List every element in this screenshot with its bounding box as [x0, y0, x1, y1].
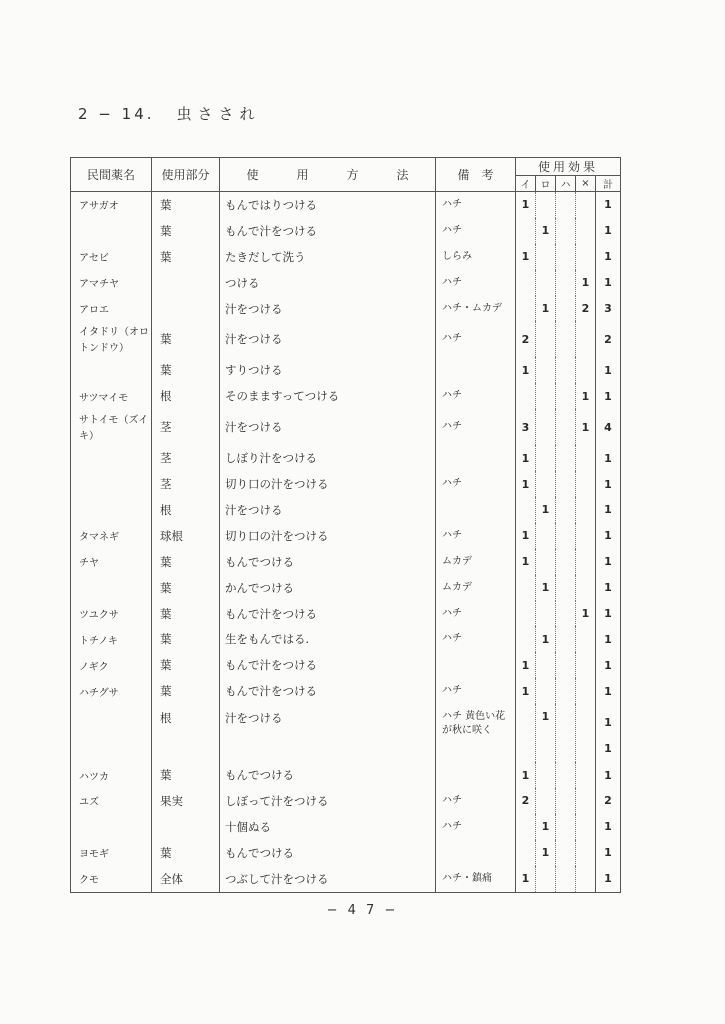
cell-name: タマネギ [71, 523, 152, 549]
cell-total: 1 [596, 678, 621, 704]
cell-note: ハチ [436, 788, 516, 814]
cell-effect-ha [556, 192, 576, 218]
table-row [71, 445, 621, 471]
cell-name: サツマイモ [71, 383, 152, 409]
cell-effect-ro [536, 523, 556, 549]
cell-total: 1 [596, 270, 621, 296]
cell-part: 葉 [152, 626, 220, 652]
header-effect-group: 使用効果 [516, 158, 621, 176]
cell-total: 3 [596, 296, 621, 322]
cell-part: 根 [152, 704, 220, 762]
cell-effect-i: 2 [516, 321, 536, 357]
cell-effect-ha [556, 523, 576, 549]
table-row [71, 866, 621, 892]
cell-effect-i: 1 [516, 652, 536, 678]
table-row [71, 296, 621, 322]
cell-effect-ro [536, 601, 556, 627]
cell-total: 2 [596, 788, 621, 814]
cell-effect-x [576, 357, 596, 383]
header-effect-ro: ロ [536, 176, 556, 192]
cell-part: 球根 [152, 523, 220, 549]
cell-effect-ro: 1 [536, 575, 556, 601]
cell-name: サトイモ（ズイキ） [71, 409, 152, 445]
header-method [220, 158, 436, 192]
cell-name: ユズ [71, 788, 152, 814]
cell-note: ハチ [436, 383, 516, 409]
cell-effect-ro: 1 [536, 218, 556, 244]
remedy-table [70, 157, 621, 893]
table-row [71, 704, 621, 762]
cell-note: ハチ [436, 270, 516, 296]
cell-effect-ro [536, 357, 556, 383]
cell-effect-ha [556, 788, 576, 814]
table-row [71, 218, 621, 244]
cell-part: 茎 [152, 471, 220, 497]
cell-effect-ha [556, 445, 576, 471]
table-row [71, 321, 621, 357]
cell-note [436, 445, 516, 471]
cell-part: 葉 [152, 840, 220, 866]
cell-note [436, 497, 516, 523]
cell-method: つぶして汁をつける [220, 866, 436, 892]
table-row [71, 575, 621, 601]
cell-total: 1 [596, 523, 621, 549]
cell-method: 汁をつける [220, 704, 436, 762]
cell-note: ハチ [436, 626, 516, 652]
cell-effect-ro [536, 383, 556, 409]
cell-effect-ro [536, 549, 556, 575]
cell-total: 1 [596, 814, 621, 840]
header-effect-i: イ [516, 176, 536, 192]
cell-part: 茎 [152, 409, 220, 445]
cell-method: たきだして洗う [220, 244, 436, 270]
cell-effect-x [576, 652, 596, 678]
cell-effect-x [576, 321, 596, 357]
cell-note [436, 357, 516, 383]
cell-effect-i [516, 218, 536, 244]
cell-note: ハチ [436, 523, 516, 549]
cell-part: 葉 [152, 218, 220, 244]
cell-note [436, 840, 516, 866]
table-row [71, 471, 621, 497]
cell-effect-x [576, 840, 596, 866]
cell-effect-ha [556, 383, 576, 409]
cell-effect-ro: 1 [536, 296, 556, 322]
cell-effect-ha [556, 866, 576, 892]
cell-name [71, 575, 152, 601]
cell-total: 1 [596, 445, 621, 471]
cell-part: 葉 [152, 678, 220, 704]
cell-total-value: 1 [604, 716, 612, 730]
cell-effect-ro [536, 471, 556, 497]
cell-effect-ro [536, 321, 556, 357]
cell-part: 葉 [152, 357, 220, 383]
cell-total: 1 [596, 601, 621, 627]
cell-effect-ha [556, 549, 576, 575]
cell-effect-ro: 1 [536, 704, 556, 762]
cell-note: ハチ [436, 678, 516, 704]
table-row [71, 840, 621, 866]
cell-note: ハチ [436, 814, 516, 840]
cell-total: 1 [596, 626, 621, 652]
cell-effect-ro [536, 192, 556, 218]
cell-effect-i [516, 814, 536, 840]
cell-part: 茎 [152, 445, 220, 471]
cell-effect-ha [556, 762, 576, 788]
cell-part: 全体 [152, 866, 220, 892]
table-row [71, 357, 621, 383]
table-row [71, 244, 621, 270]
cell-effect-ro [536, 270, 556, 296]
cell-effect-ro: 1 [536, 840, 556, 866]
cell-effect-ro: 1 [536, 814, 556, 840]
cell-name: ツユクサ [71, 601, 152, 627]
cell-part [152, 814, 220, 840]
cell-effect-x [576, 762, 596, 788]
cell-note: ハチ [436, 321, 516, 357]
cell-effect-x [576, 814, 596, 840]
cell-note [436, 762, 516, 788]
cell-effect-ha [556, 814, 576, 840]
cell-effect-x [576, 866, 596, 892]
cell-effect-ha [556, 840, 576, 866]
cell-effect-i [516, 601, 536, 627]
cell-note: ハチ [436, 192, 516, 218]
cell-note: ハチ 黄色い花が秋に咲く [436, 704, 516, 762]
cell-note: しらみ [436, 244, 516, 270]
cell-name: チヤ [71, 549, 152, 575]
cell-method: 汁をつける [220, 497, 436, 523]
cell-effect-i: 3 [516, 409, 536, 445]
cell-method: すりつける [220, 357, 436, 383]
cell-effect-i [516, 704, 536, 762]
cell-method: そのまますってつける [220, 383, 436, 409]
table-row [71, 497, 621, 523]
cell-note: ハチ [436, 601, 516, 627]
cell-effect-ha [556, 652, 576, 678]
cell-method: もんではりつける [220, 192, 436, 218]
cell-effect-ha [556, 270, 576, 296]
cell-method: もんでつける [220, 549, 436, 575]
cell-method: 十個ぬる [220, 814, 436, 840]
cell-effect-i [516, 270, 536, 296]
cell-effect-ha [556, 575, 576, 601]
cell-part: 果実 [152, 788, 220, 814]
cell-effect-x: 1 [576, 383, 596, 409]
cell-effect-ha [556, 244, 576, 270]
header-effect-ha: ハ [556, 176, 576, 192]
cell-effect-i: 1 [516, 523, 536, 549]
cell-effect-i: 1 [516, 244, 536, 270]
cell-part: 葉 [152, 549, 220, 575]
cell-method: もんで汁をつける [220, 218, 436, 244]
cell-effect-ha [556, 218, 576, 244]
cell-total: 1 [596, 866, 621, 892]
header-name: 民間薬名 [71, 158, 152, 192]
cell-method: しぼって汁をつける [220, 788, 436, 814]
cell-effect-ro: 1 [536, 626, 556, 652]
cell-effect-i: 1 [516, 762, 536, 788]
cell-total: 1 [596, 471, 621, 497]
cell-name [71, 218, 152, 244]
cell-effect-x [576, 192, 596, 218]
cell-effect-ha [556, 626, 576, 652]
cell-effect-i [516, 383, 536, 409]
cell-effect-i: 1 [516, 549, 536, 575]
cell-effect-i: 1 [516, 192, 536, 218]
cell-effect-ha [556, 321, 576, 357]
header-note: 備 考 [436, 158, 516, 192]
cell-name: ハチグサ [71, 678, 152, 704]
cell-name: ヨモギ [71, 840, 152, 866]
cell-part [152, 296, 220, 322]
cell-effect-i: 2 [516, 788, 536, 814]
cell-total: 1 [596, 497, 621, 523]
cell-total [596, 704, 621, 762]
cell-note: ハチ・鎮痛 [436, 866, 516, 892]
page-number: − 4 7 − [326, 903, 399, 918]
cell-effect-x [576, 575, 596, 601]
cell-note: ハチ・ムカデ [436, 296, 516, 322]
cell-effect-x [576, 678, 596, 704]
cell-part: 葉 [152, 321, 220, 357]
cell-effect-ro [536, 409, 556, 445]
header-part: 使用部分 [152, 158, 220, 192]
cell-name [71, 471, 152, 497]
table-row [71, 409, 621, 445]
cell-effect-ha [556, 497, 576, 523]
table-row [71, 523, 621, 549]
cell-method: 生をもんではる. [220, 626, 436, 652]
table-row [71, 270, 621, 296]
table-row [71, 762, 621, 788]
cell-effect-ro [536, 866, 556, 892]
cell-name: アセビ [71, 244, 152, 270]
table-row [71, 814, 621, 840]
cell-method: 汁をつける [220, 409, 436, 445]
cell-method: 切り口の汁をつける [220, 471, 436, 497]
cell-effect-ha [556, 357, 576, 383]
cell-effect-i [516, 840, 536, 866]
cell-effect-x [576, 523, 596, 549]
header-total: 計 [596, 176, 621, 192]
cell-method: 切り口の汁をつける [220, 523, 436, 549]
cell-note: ハチ [436, 409, 516, 445]
cell-effect-x: 1 [576, 409, 596, 445]
cell-effect-x [576, 445, 596, 471]
cell-method: 汁をつける [220, 296, 436, 322]
cell-effect-i: 1 [516, 471, 536, 497]
cell-method: しぼり汁をつける [220, 445, 436, 471]
cell-method: 汁をつける [220, 321, 436, 357]
cell-effect-x: 1 [576, 601, 596, 627]
cell-part: 葉 [152, 575, 220, 601]
cell-effect-ha [556, 678, 576, 704]
cell-total-value: 1 [604, 742, 612, 756]
cell-note: ハチ [436, 218, 516, 244]
cell-effect-ha [556, 704, 576, 762]
cell-part [152, 270, 220, 296]
cell-total: 1 [596, 244, 621, 270]
cell-part: 葉 [152, 762, 220, 788]
cell-effect-x [576, 497, 596, 523]
cell-name: ハツカ [71, 762, 152, 788]
cell-name: アマチヤ [71, 270, 152, 296]
cell-part: 葉 [152, 652, 220, 678]
cell-name: アサガオ [71, 192, 152, 218]
cell-total: 1 [596, 840, 621, 866]
cell-total: 1 [596, 652, 621, 678]
header-method-char: 使 [246, 168, 259, 182]
table-row [71, 383, 621, 409]
cell-effect-i [516, 296, 536, 322]
table-row [71, 601, 621, 627]
cell-effect-ro [536, 445, 556, 471]
cell-total: 1 [596, 549, 621, 575]
header-method-char: 用 [296, 168, 309, 182]
cell-effect-x: 1 [576, 270, 596, 296]
cell-effect-i: 1 [516, 678, 536, 704]
cell-name [71, 814, 152, 840]
cell-effect-i [516, 626, 536, 652]
cell-effect-x [576, 704, 596, 762]
cell-name: ノギク [71, 652, 152, 678]
cell-method: もんでつける [220, 840, 436, 866]
header-method-char: 方 [346, 168, 359, 182]
cell-part: 根 [152, 497, 220, 523]
cell-note: ムカデ [436, 549, 516, 575]
cell-note [436, 652, 516, 678]
cell-effect-ha [556, 471, 576, 497]
cell-part: 葉 [152, 244, 220, 270]
header-effect-x: × [576, 176, 596, 192]
cell-method: かんでつける [220, 575, 436, 601]
section-number: 2 − 14. [78, 105, 155, 123]
cell-effect-x [576, 626, 596, 652]
cell-part: 葉 [152, 601, 220, 627]
cell-name [71, 357, 152, 383]
cell-total: 4 [596, 409, 621, 445]
cell-part: 葉 [152, 192, 220, 218]
cell-effect-x [576, 218, 596, 244]
cell-effect-ro [536, 244, 556, 270]
cell-effect-ha [556, 409, 576, 445]
cell-effect-x [576, 788, 596, 814]
cell-name [71, 497, 152, 523]
cell-name: アロエ [71, 296, 152, 322]
cell-effect-x [576, 471, 596, 497]
table-row [71, 788, 621, 814]
cell-total: 1 [596, 357, 621, 383]
cell-total: 2 [596, 321, 621, 357]
cell-effect-i: 1 [516, 357, 536, 383]
table-row [71, 652, 621, 678]
table-row [71, 626, 621, 652]
cell-method: つける [220, 270, 436, 296]
cell-name [71, 704, 152, 762]
cell-name [71, 445, 152, 471]
cell-total: 1 [596, 218, 621, 244]
table-body [71, 192, 621, 893]
cell-method: もんで汁をつける [220, 678, 436, 704]
cell-effect-i [516, 497, 536, 523]
cell-effect-ro [536, 652, 556, 678]
cell-note: ハチ [436, 471, 516, 497]
cell-method: もんで汁をつける [220, 601, 436, 627]
cell-effect-i: 1 [516, 445, 536, 471]
cell-total: 1 [596, 762, 621, 788]
cell-method: もんでつける [220, 762, 436, 788]
cell-effect-ha [556, 601, 576, 627]
cell-effect-x [576, 244, 596, 270]
cell-effect-i [516, 575, 536, 601]
cell-effect-x: 2 [576, 296, 596, 322]
cell-effect-ha [556, 296, 576, 322]
cell-method: もんで汁をつける [220, 652, 436, 678]
header-method-char: 法 [396, 168, 409, 182]
cell-effect-ro [536, 762, 556, 788]
cell-effect-ro [536, 678, 556, 704]
cell-effect-ro: 1 [536, 497, 556, 523]
cell-name: クモ [71, 866, 152, 892]
cell-note: ムカデ [436, 575, 516, 601]
cell-effect-i: 1 [516, 866, 536, 892]
cell-part: 根 [152, 383, 220, 409]
cell-total: 1 [596, 192, 621, 218]
cell-total: 1 [596, 383, 621, 409]
table-row [71, 192, 621, 218]
cell-name: トチノキ [71, 626, 152, 652]
cell-name: イタドリ（オロトンドウ） [71, 321, 152, 357]
table-row [71, 678, 621, 704]
cell-effect-ro [536, 788, 556, 814]
cell-total: 1 [596, 575, 621, 601]
table-row [71, 549, 621, 575]
section-title: 虫さされ [176, 105, 261, 123]
section-heading [78, 103, 261, 124]
cell-effect-x [576, 549, 596, 575]
